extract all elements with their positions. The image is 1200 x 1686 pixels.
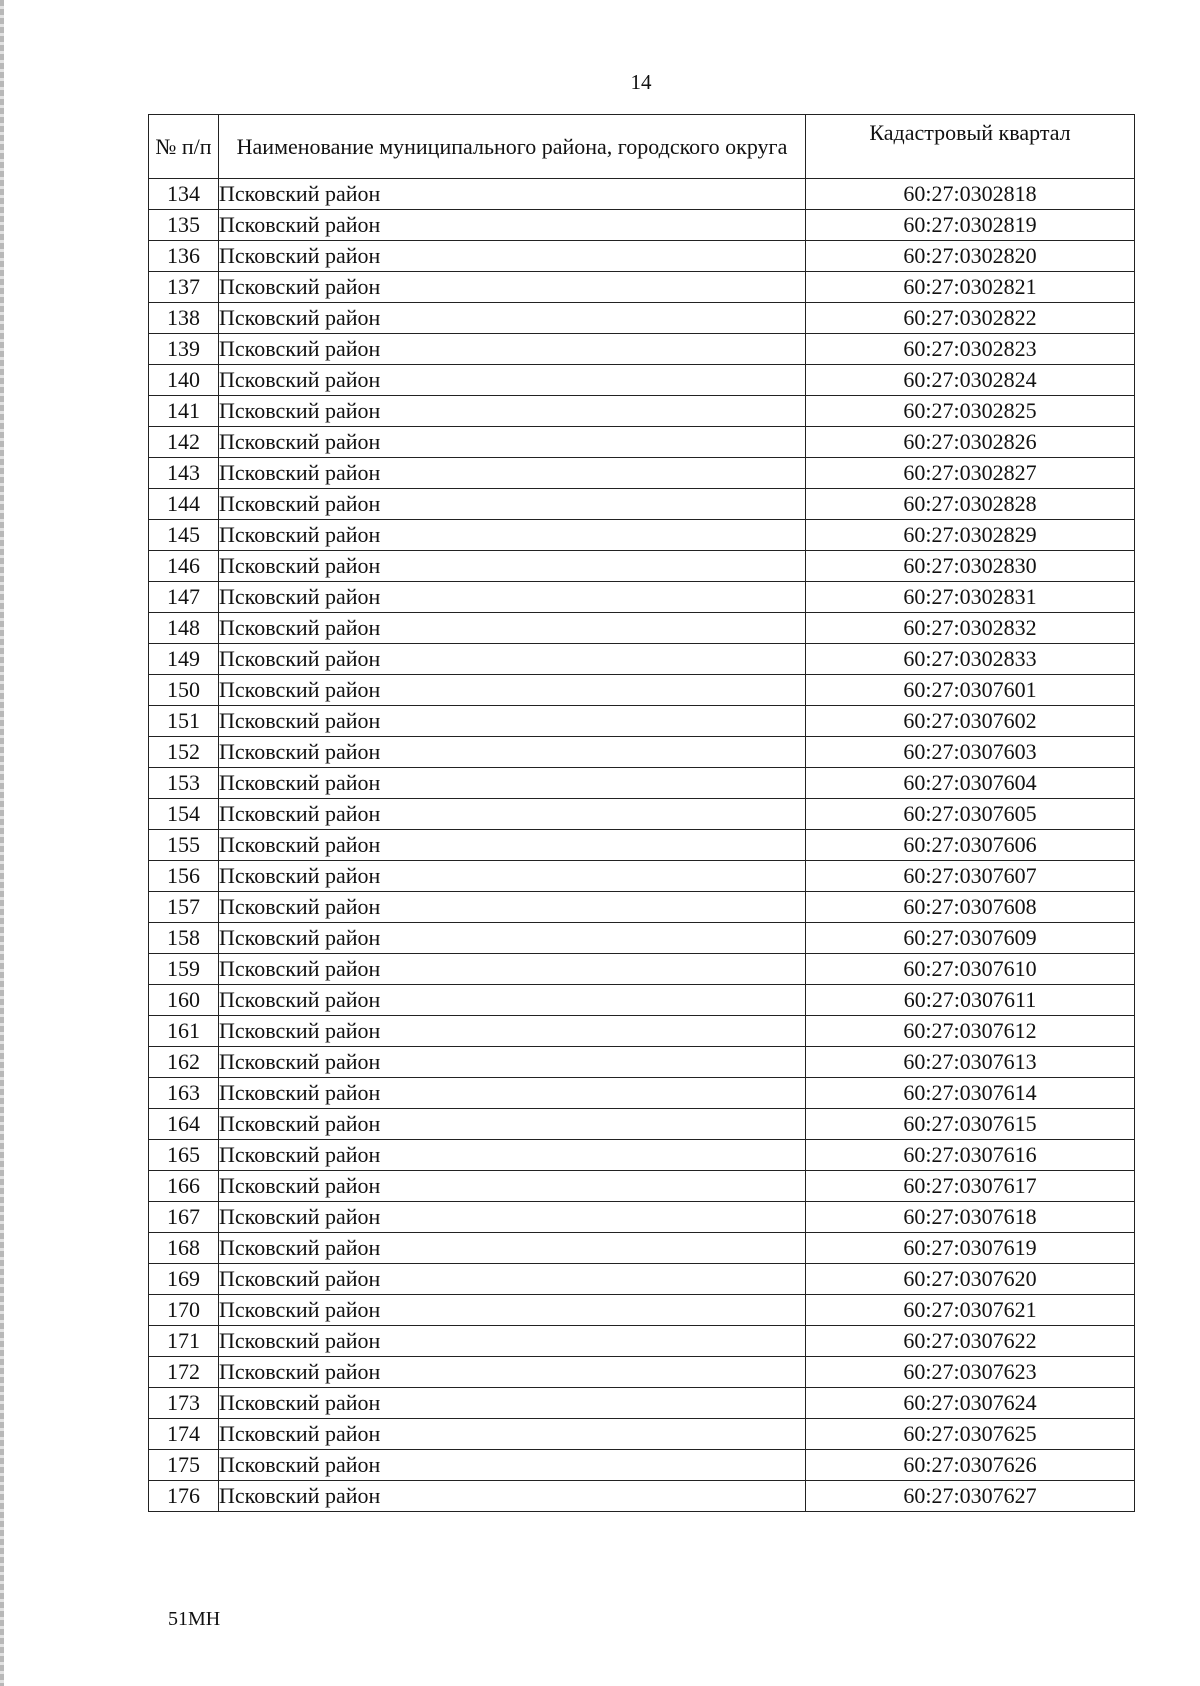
header-number: № п/п: [149, 115, 219, 179]
row-district-name: Псковский район: [219, 706, 806, 737]
row-cadastral-quarter: 60:27:0307624: [806, 1388, 1135, 1419]
row-number: 135: [149, 210, 219, 241]
table-row: [149, 1202, 1135, 1233]
table-row: [149, 520, 1135, 551]
table-row: [149, 303, 1135, 334]
table-row: [149, 1109, 1135, 1140]
row-cadastral-quarter: 60:27:0307616: [806, 1140, 1135, 1171]
row-cadastral-quarter: 60:27:0307613: [806, 1047, 1135, 1078]
row-district-name: Псковский район: [219, 582, 806, 613]
row-cadastral-quarter: 60:27:0307610: [806, 954, 1135, 985]
row-district-name: Псковский район: [219, 551, 806, 582]
table-row: [149, 1264, 1135, 1295]
row-cadastral-quarter: 60:27:0302821: [806, 272, 1135, 303]
table-row: [149, 179, 1135, 210]
row-cadastral-quarter: 60:27:0307617: [806, 1171, 1135, 1202]
table-row: [149, 1419, 1135, 1450]
row-cadastral-quarter: 60:27:0307623: [806, 1357, 1135, 1388]
row-cadastral-quarter: 60:27:0302826: [806, 427, 1135, 458]
row-district-name: Псковский район: [219, 396, 806, 427]
table-row: [149, 427, 1135, 458]
row-cadastral-quarter: 60:27:0302828: [806, 489, 1135, 520]
row-district-name: Псковский район: [219, 644, 806, 675]
table-header-row: [149, 115, 1135, 179]
row-district-name: Псковский район: [219, 458, 806, 489]
row-number: 167: [149, 1202, 219, 1233]
footer-code: 51МН: [168, 1608, 221, 1630]
table-row: [149, 1326, 1135, 1357]
row-district-name: Псковский район: [219, 799, 806, 830]
row-district-name: Псковский район: [219, 613, 806, 644]
table-row: [149, 458, 1135, 489]
row-cadastral-quarter: 60:27:0307618: [806, 1202, 1135, 1233]
row-number: 147: [149, 582, 219, 613]
row-number: 146: [149, 551, 219, 582]
row-cadastral-quarter: 60:27:0302830: [806, 551, 1135, 582]
cadastral-table: [148, 114, 1135, 1512]
row-number: 172: [149, 1357, 219, 1388]
table-row: [149, 1295, 1135, 1326]
row-district-name: Псковский район: [219, 210, 806, 241]
row-number: 162: [149, 1047, 219, 1078]
row-cadastral-quarter: 60:27:0307622: [806, 1326, 1135, 1357]
row-number: 161: [149, 1016, 219, 1047]
table-row: [149, 861, 1135, 892]
page-number: 14: [630, 70, 652, 94]
row-cadastral-quarter: 60:27:0302827: [806, 458, 1135, 489]
row-number: 165: [149, 1140, 219, 1171]
row-district-name: Псковский район: [219, 303, 806, 334]
row-cadastral-quarter: 60:27:0307602: [806, 706, 1135, 737]
table-row: [149, 768, 1135, 799]
row-district-name: Псковский район: [219, 1357, 806, 1388]
row-district-name: Псковский район: [219, 1388, 806, 1419]
row-cadastral-quarter: 60:27:0307607: [806, 861, 1135, 892]
row-cadastral-quarter: 60:27:0307627: [806, 1481, 1135, 1512]
row-district-name: Псковский район: [219, 179, 806, 210]
row-cadastral-quarter: 60:27:0307608: [806, 892, 1135, 923]
row-district-name: Псковский район: [219, 1419, 806, 1450]
row-number: 152: [149, 737, 219, 768]
row-number: 173: [149, 1388, 219, 1419]
row-district-name: Псковский район: [219, 985, 806, 1016]
row-number: 153: [149, 768, 219, 799]
table-row: [149, 272, 1135, 303]
row-number: 160: [149, 985, 219, 1016]
table-row: [149, 799, 1135, 830]
row-cadastral-quarter: 60:27:0307614: [806, 1078, 1135, 1109]
table-row: [149, 582, 1135, 613]
table-row: [149, 1357, 1135, 1388]
table-row: [149, 210, 1135, 241]
table-row: [149, 1016, 1135, 1047]
row-number: 169: [149, 1264, 219, 1295]
row-number: 143: [149, 458, 219, 489]
table-row: [149, 954, 1135, 985]
row-district-name: Псковский район: [219, 427, 806, 458]
row-number: 136: [149, 241, 219, 272]
table-body: [149, 179, 1135, 1512]
table-row: [149, 830, 1135, 861]
row-district-name: Псковский район: [219, 1481, 806, 1512]
table-row: [149, 644, 1135, 675]
table-row: [149, 706, 1135, 737]
row-cadastral-quarter: 60:27:0307626: [806, 1450, 1135, 1481]
row-cadastral-quarter: 60:27:0307609: [806, 923, 1135, 954]
row-district-name: Псковский район: [219, 1047, 806, 1078]
table-row: [149, 675, 1135, 706]
table-row: [149, 1388, 1135, 1419]
row-cadastral-quarter: 60:27:0302822: [806, 303, 1135, 334]
row-cadastral-quarter: 60:27:0307604: [806, 768, 1135, 799]
row-district-name: Псковский район: [219, 241, 806, 272]
row-cadastral-quarter: 60:27:0307603: [806, 737, 1135, 768]
table-row: [149, 241, 1135, 272]
row-district-name: Псковский район: [219, 954, 806, 985]
table-row: [149, 1481, 1135, 1512]
row-number: 142: [149, 427, 219, 458]
row-district-name: Псковский район: [219, 1295, 806, 1326]
row-cadastral-quarter: 60:27:0302829: [806, 520, 1135, 551]
row-number: 157: [149, 892, 219, 923]
row-district-name: Псковский район: [219, 1233, 806, 1264]
row-district-name: Псковский район: [219, 1140, 806, 1171]
table-row: [149, 489, 1135, 520]
row-number: 164: [149, 1109, 219, 1140]
row-cadastral-quarter: 60:27:0307611: [806, 985, 1135, 1016]
row-cadastral-quarter: 60:27:0307605: [806, 799, 1135, 830]
row-cadastral-quarter: 60:27:0302820: [806, 241, 1135, 272]
row-district-name: Псковский район: [219, 1450, 806, 1481]
row-district-name: Псковский район: [219, 489, 806, 520]
row-cadastral-quarter: 60:27:0302819: [806, 210, 1135, 241]
row-number: 139: [149, 334, 219, 365]
row-number: 158: [149, 923, 219, 954]
row-cadastral-quarter: 60:27:0302823: [806, 334, 1135, 365]
row-district-name: Псковский район: [219, 737, 806, 768]
row-number: 148: [149, 613, 219, 644]
row-district-name: Псковский район: [219, 520, 806, 551]
header-cadastral: Кадастровый квартал: [806, 115, 1135, 179]
row-district-name: Псковский район: [219, 1264, 806, 1295]
row-district-name: Псковский район: [219, 830, 806, 861]
row-district-name: Псковский район: [219, 923, 806, 954]
table-row: [149, 365, 1135, 396]
table-row: [149, 737, 1135, 768]
row-number: 138: [149, 303, 219, 334]
row-district-name: Псковский район: [219, 1202, 806, 1233]
row-cadastral-quarter: 60:27:0307606: [806, 830, 1135, 861]
row-number: 156: [149, 861, 219, 892]
table-row: [149, 892, 1135, 923]
row-number: 163: [149, 1078, 219, 1109]
row-cadastral-quarter: 60:27:0302824: [806, 365, 1135, 396]
row-cadastral-quarter: 60:27:0302825: [806, 396, 1135, 427]
row-number: 159: [149, 954, 219, 985]
row-number: 175: [149, 1450, 219, 1481]
header-name: Наименование муниципального района, городского округа: [219, 115, 806, 179]
row-cadastral-quarter: 60:27:0307621: [806, 1295, 1135, 1326]
row-cadastral-quarter: 60:27:0302833: [806, 644, 1135, 675]
row-cadastral-quarter: 60:27:0307620: [806, 1264, 1135, 1295]
row-number: 155: [149, 830, 219, 861]
row-district-name: Псковский район: [219, 892, 806, 923]
row-district-name: Псковский район: [219, 1171, 806, 1202]
scan-edge: [0, 0, 4, 1686]
row-number: 151: [149, 706, 219, 737]
row-number: 166: [149, 1171, 219, 1202]
table-row: [149, 1450, 1135, 1481]
table-row: [149, 923, 1135, 954]
row-district-name: Псковский район: [219, 365, 806, 396]
row-district-name: Псковский район: [219, 675, 806, 706]
row-district-name: Псковский район: [219, 1078, 806, 1109]
row-number: 176: [149, 1481, 219, 1512]
row-number: 149: [149, 644, 219, 675]
table-row: [149, 1233, 1135, 1264]
row-cadastral-quarter: 60:27:0307601: [806, 675, 1135, 706]
row-cadastral-quarter: 60:27:0302818: [806, 179, 1135, 210]
row-number: 168: [149, 1233, 219, 1264]
row-number: 171: [149, 1326, 219, 1357]
row-number: 170: [149, 1295, 219, 1326]
row-cadastral-quarter: 60:27:0307619: [806, 1233, 1135, 1264]
row-cadastral-quarter: 60:27:0307625: [806, 1419, 1135, 1450]
table-row: [149, 334, 1135, 365]
row-number: 145: [149, 520, 219, 551]
row-district-name: Псковский район: [219, 1016, 806, 1047]
row-district-name: Псковский район: [219, 272, 806, 303]
row-district-name: Псковский район: [219, 1109, 806, 1140]
row-district-name: Псковский район: [219, 861, 806, 892]
table-row: [149, 1171, 1135, 1202]
table-row: [149, 985, 1135, 1016]
row-number: 140: [149, 365, 219, 396]
row-number: 174: [149, 1419, 219, 1450]
table-row: [149, 396, 1135, 427]
table-row: [149, 551, 1135, 582]
row-number: 141: [149, 396, 219, 427]
row-district-name: Псковский район: [219, 768, 806, 799]
row-cadastral-quarter: 60:27:0302831: [806, 582, 1135, 613]
table-row: [149, 1140, 1135, 1171]
row-cadastral-quarter: 60:27:0302832: [806, 613, 1135, 644]
table-row: [149, 613, 1135, 644]
row-number: 134: [149, 179, 219, 210]
row-district-name: Псковский район: [219, 334, 806, 365]
row-number: 154: [149, 799, 219, 830]
table-row: [149, 1078, 1135, 1109]
row-district-name: Псковский район: [219, 1326, 806, 1357]
row-number: 137: [149, 272, 219, 303]
row-cadastral-quarter: 60:27:0307612: [806, 1016, 1135, 1047]
table-row: [149, 1047, 1135, 1078]
row-cadastral-quarter: 60:27:0307615: [806, 1109, 1135, 1140]
row-number: 144: [149, 489, 219, 520]
row-number: 150: [149, 675, 219, 706]
